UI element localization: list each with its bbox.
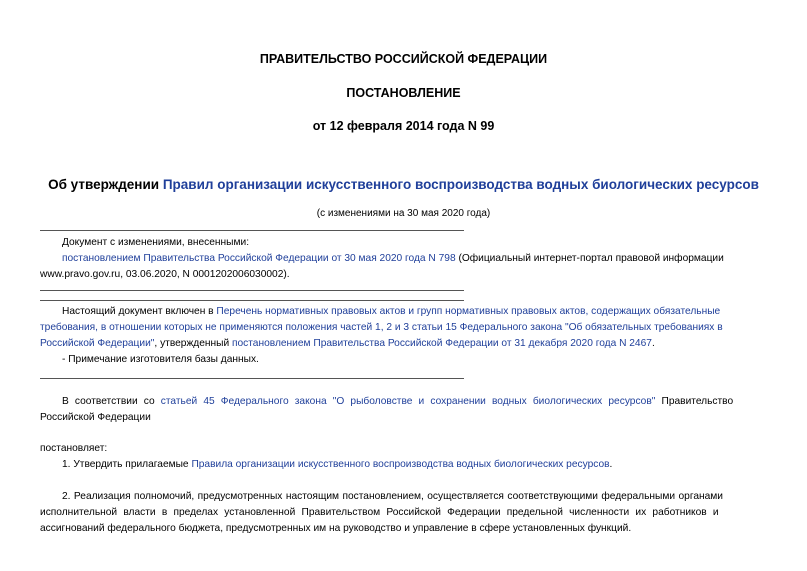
item-1 bbox=[40, 457, 766, 473]
inclusion-line-2 bbox=[40, 320, 766, 336]
inclusion-text-3: . bbox=[651, 338, 655, 349]
inclusion-line-3 bbox=[40, 336, 766, 352]
fisheries-law-article-45-link[interactable]: статьей 45 Федерального закона "О рыболовстве и сохранении водных биологических ресурсов" bbox=[160, 396, 656, 407]
amendments-block bbox=[40, 235, 766, 283]
divider-2 bbox=[40, 290, 464, 291]
preamble-text-c: Российской Федерации bbox=[40, 412, 151, 423]
item-1-line bbox=[40, 457, 766, 473]
divider-3 bbox=[40, 300, 464, 301]
changes-note: (с изменениями на 30 мая 2020 года) bbox=[316, 208, 491, 219]
item-1-text-a: 1. Утвердить прилагаемые bbox=[62, 459, 192, 470]
inclusion-block bbox=[40, 304, 766, 368]
item-2 bbox=[40, 489, 766, 537]
preamble-paragraph bbox=[40, 394, 766, 426]
item-2-line-2: исполнительной власти в пределах установленной Правительством Российской Федерации предельной численности их работников и bbox=[40, 507, 719, 518]
preamble-text-b: Правительство bbox=[655, 396, 734, 407]
divider-bottom bbox=[40, 378, 464, 379]
perechen-link-part-1[interactable]: Перечень нормативных правовых актов и групп нормативных правовых актов, содержащих обязательные bbox=[216, 306, 721, 317]
inclusion-text-2: , утвержденный bbox=[154, 338, 232, 349]
item-2-line-3: ассигнований федерального бюджета, предусмотренных им на руководство и управление в сфере установленных функций. bbox=[40, 523, 632, 534]
amendments-intro: Документ с изменениями, внесенными: bbox=[62, 237, 250, 248]
preamble-text-a: В соответствии со bbox=[62, 396, 161, 407]
item-1-rules-link[interactable]: Правила организации искусственного воспроизводства водных биологических ресурсов bbox=[191, 459, 610, 470]
item-1-text-b: . bbox=[609, 459, 613, 470]
item-2-line-1: 2. Реализация полномочий, предусмотренных настоящим постановлением, осуществляется соответствующими федеральными органами bbox=[62, 491, 723, 502]
doc-type-heading: ПОСТАНОВЛЕНИЕ bbox=[346, 86, 461, 100]
divider-top bbox=[40, 230, 464, 231]
title-prefix: Об утверждении bbox=[48, 177, 163, 192]
date-number-heading: от 12 февраля 2014 года N 99 bbox=[312, 119, 495, 133]
maker-note: - Примечание изготовителя базы данных. bbox=[62, 354, 259, 365]
decides: постановляет: bbox=[40, 443, 108, 454]
amendment-source-b: www.pravo.gov.ru, 03.06.2020, N 0001202006030002). bbox=[40, 269, 290, 280]
inclusion-text-1: Настоящий документ включен в bbox=[62, 306, 217, 317]
inclusion-line-1 bbox=[40, 304, 766, 320]
amendment-decree-link[interactable]: постановлением Правительства Российской Федерации от 30 мая 2020 года N 798 bbox=[62, 253, 456, 264]
government-heading: ПРАВИТЕЛЬСТВО РОССИЙСКОЙ ФЕДЕРАЦИИ bbox=[259, 52, 548, 66]
preamble-line-1 bbox=[40, 394, 766, 410]
document-title bbox=[0, 177, 807, 192]
amendment-source-a: (Официальный интернет-портал правовой информации bbox=[455, 253, 724, 264]
title-rules-link[interactable]: Правил организации искусственного воспроизводства водных биологических ресурсов bbox=[162, 177, 759, 192]
perechen-link-part-2[interactable]: требования, в отношении которых не применяются положения частей 1, 2 и 3 статьи 15 Федерального закона "Об обязательных требованиях в bbox=[40, 322, 723, 333]
perechen-link-part-3[interactable]: Российской Федерации" bbox=[40, 338, 155, 349]
decree-2467-link[interactable]: постановлением Правительства Российской Федерации от 31 декабря 2020 года N 2467 bbox=[231, 338, 652, 349]
amendments-line bbox=[40, 251, 766, 267]
